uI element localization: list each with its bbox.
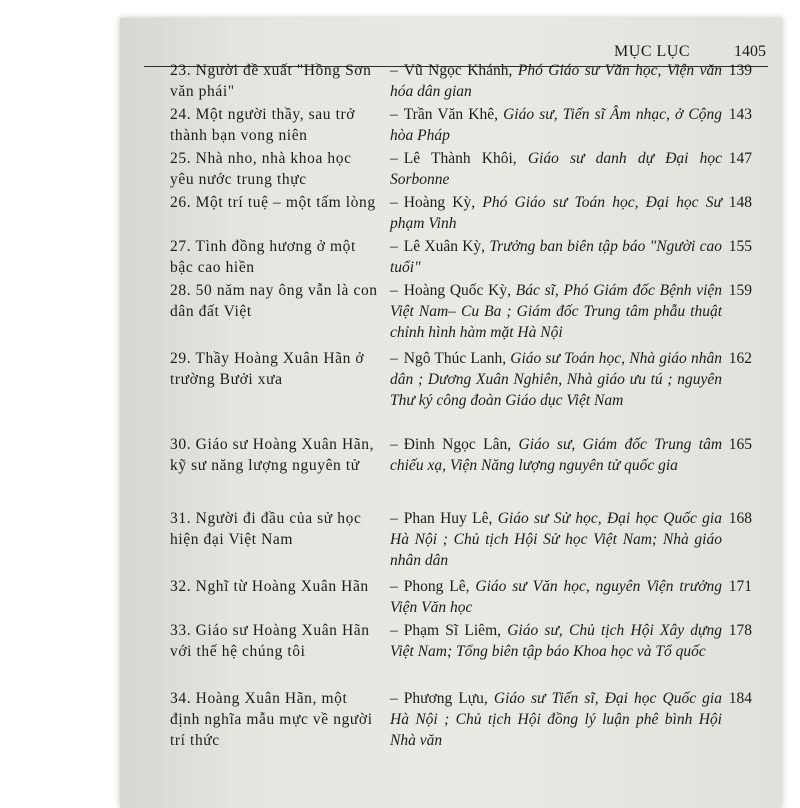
entry-title: 24. Một người thầy, sau trở thành bạn vong niên xyxy=(170,106,356,144)
entry-dash: – xyxy=(390,282,398,299)
entry-author: Phong Lê, xyxy=(403,578,476,595)
entry-author: Đinh Ngọc Lân, xyxy=(403,436,519,453)
entry-role: Giáo sư Văn học, nguyên Viện trưởng Viện Văn học xyxy=(390,578,722,616)
entry-author-line xyxy=(390,148,722,190)
section-title: MỤC LỤC xyxy=(614,43,690,60)
entry-page: 178 xyxy=(728,622,752,639)
entry-title: 28. 50 năm nay ông vẫn là con dân đất Việt xyxy=(170,282,378,320)
book-page xyxy=(120,18,782,808)
entry-title: 33. Giáo sư Hoàng Xuân Hãn với thế hệ chúng tôi xyxy=(170,622,370,660)
entry-author: Phan Huy Lê, xyxy=(403,510,498,527)
entry-role: Giáo sư, Giám đốc Trung tâm chiếu xạ, Viện Năng lượng nguyên tử quốc gia xyxy=(390,436,723,474)
entry-dash: – xyxy=(390,194,398,211)
entry-role: Giáo sư Toán học, Nhà giáo nhân dân ; Dương Xuân Nghiên, Nhà giáo ưu tú ; nguyên Thư ký công đoàn Giáo dục Việt Nam xyxy=(390,350,722,409)
entry-title: 23. Người đề xuất "Hồng Sơn văn phái" xyxy=(170,62,372,100)
entry-page: 159 xyxy=(728,282,752,299)
entry-author-line xyxy=(390,434,722,476)
entry-author-line xyxy=(390,280,722,343)
entry-title: 34. Hoàng Xuân Hãn, một định nghĩa mẫu mực về người trí thức xyxy=(170,690,373,749)
entry-title: 32. Nghĩ từ Hoàng Xuân Hãn xyxy=(170,578,369,595)
entry-title: 30. Giáo sư Hoàng Xuân Hãn, kỹ sư năng lượng nguyên tử xyxy=(170,436,375,474)
entry-author: Lê Xuân Kỳ, xyxy=(403,238,490,255)
entry-page: 139 xyxy=(728,62,752,79)
entry-page: 155 xyxy=(728,238,752,255)
entry-author-line xyxy=(390,236,722,278)
entry-title: 31. Người đi đầu của sử học hiện đại Việt Nam xyxy=(170,510,362,548)
entry-role: Giáo sư, Tiến sĩ Âm nhạc, ở Cộng hòa Pháp xyxy=(390,106,722,144)
entry-page: 168 xyxy=(728,510,752,527)
entry-page: 171 xyxy=(728,578,752,595)
entry-role: Giáo sư Tiến sĩ, Đại học Quốc gia Hà Nội ; Chủ tịch Hội đồng lý luận phê bình Hội Nhà văn xyxy=(390,690,722,749)
entry-page: 147 xyxy=(728,150,752,167)
entry-role: Giáo sư, Chủ tịch Hội Xây dựng Việt Nam; Tổng biên tập báo Khoa học và Tổ quốc xyxy=(390,622,722,660)
entry-author: Phạm Sĩ Liêm, xyxy=(403,622,508,639)
page-number: 1405 xyxy=(734,43,766,60)
entry-role: Phó Giáo sư Toán học, Đại học Sư phạm Vinh xyxy=(390,194,722,232)
entry-title: 26. Một trí tuệ – một tấm lòng xyxy=(170,194,376,211)
entry-author: Trần Văn Khê, xyxy=(403,106,504,123)
entry-author: Lê Thành Khôi, xyxy=(403,150,528,167)
entry-dash: – xyxy=(390,238,398,255)
entry-author: Hoàng Quốc Kỳ, xyxy=(403,282,516,299)
entry-dash: – xyxy=(390,350,398,367)
entry-role: Trưởng ban biên tập báo "Người cao tuổi" xyxy=(390,238,722,276)
entry-author: Vũ Ngọc Khánh, xyxy=(403,62,518,79)
entry-page: 143 xyxy=(728,106,752,123)
entry-dash: – xyxy=(390,622,398,639)
entry-author-line xyxy=(390,576,722,618)
entry-role: Phó Giáo sư Văn học, Viện văn hóa dân gian xyxy=(390,62,722,100)
entry-author-line xyxy=(390,620,722,662)
entry-page: 162 xyxy=(728,350,752,367)
entry-title: 25. Nhà nho, nhà khoa học yêu nước trung thực xyxy=(170,150,352,188)
entry-role: Giáo sư Sử học, Đại học Quốc gia Hà Nội ; Chủ tịch Hội Sử học Việt Nam; Nhà giáo nhân dân xyxy=(390,510,722,569)
entry-author: Phương Lựu, xyxy=(403,690,494,707)
entry-author-line xyxy=(390,508,722,571)
entry-dash: – xyxy=(390,436,398,453)
entry-author: Hoàng Kỳ, xyxy=(403,194,483,211)
entry-role: Giáo sư danh dự Đại học Sorbonne xyxy=(390,150,722,188)
entry-dash: – xyxy=(390,150,398,167)
entry-dash: – xyxy=(390,62,398,79)
entry-page: 165 xyxy=(728,436,752,453)
entry-title: 29. Thầy Hoàng Xuân Hãn ở trường Bưởi xưa xyxy=(170,350,365,388)
entry-dash: – xyxy=(390,578,398,595)
entry-role: Bác sĩ, Phó Giám đốc Bệnh viện Việt Nam– Cu Ba ; Giám đốc Trung tâm phẫu thuật chỉnh hình hàm mặt Hà Nội xyxy=(390,282,723,341)
entry-author-line xyxy=(390,192,722,234)
entry-title: 27. Tình đồng hương ở một bậc cao hiền xyxy=(170,238,356,276)
entry-author-line xyxy=(390,688,722,751)
entry-author-line xyxy=(390,60,722,102)
entry-page: 184 xyxy=(728,690,752,707)
entry-page: 148 xyxy=(728,194,752,211)
entry-dash: – xyxy=(390,510,398,527)
entry-dash: – xyxy=(390,106,398,123)
entry-author-line xyxy=(390,348,722,411)
entry-author: Ngô Thúc Lanh, xyxy=(403,350,511,367)
entry-dash: – xyxy=(390,690,398,707)
entry-author-line xyxy=(390,104,722,146)
